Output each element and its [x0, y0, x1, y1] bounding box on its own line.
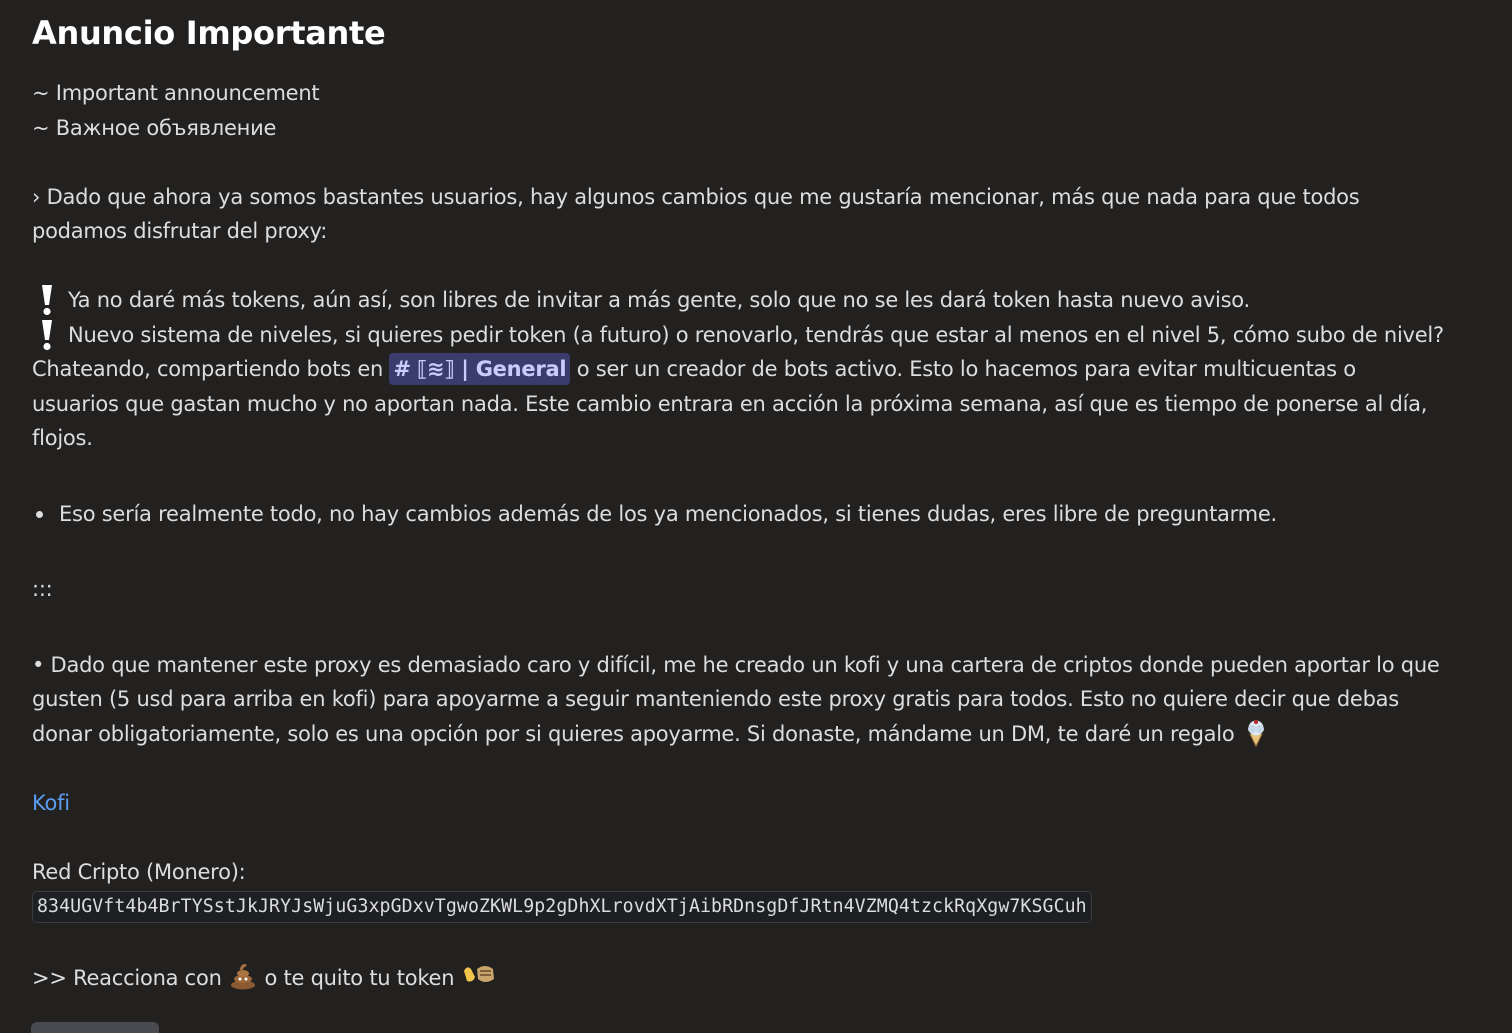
bullet-icon [36, 511, 43, 518]
point-2-after-mention: o ser un creador de bots activo. Esto lo hacemos para evitar multicuentas o [570, 357, 1356, 381]
point-2-line-4: flojos. [32, 426, 93, 450]
point-2-line-3: usuarios que gastan mucho y no aportan nada. Este cambio entrara en acción la próxima semana, así que es tiempo de ponerse al día, [32, 391, 1428, 416]
channel-mention-label: ⟦≋⟧ | General [416, 357, 567, 381]
announcement-message [32, 10, 1482, 996]
donate-line-3-text: donar obligatoriamente, solo es una opción por si quieres apoyarme. Si donaste, mándame un DM, te daré un regalo [32, 721, 1235, 746]
donate-line-1: • Dado que mantener este proxy es demasiado caro y difícil, me he creado un kofi y una cartera de criptos donde pueden aportar lo que [32, 652, 1440, 677]
kofi-link-row [32, 786, 1482, 821]
donate-line-2: gusten (5 usd para arriba en kofi) para apoyarme a seguir manteniendo este proxy gratis para todos. Esto no quiere decir que debas [32, 687, 1399, 711]
subtitle-english: ~ Important announcement [32, 81, 320, 105]
channel-mention-general[interactable] [389, 353, 570, 385]
crypto-label: Red Cripto (Monero): [32, 859, 246, 884]
list-item [32, 497, 1482, 532]
separator: ::: [32, 577, 53, 601]
react-before-text: >> Reacciona con [32, 966, 229, 990]
point-1 [32, 283, 1482, 318]
subtitle-russian: ~ Важное объявление [32, 115, 277, 140]
exclamation-icon [32, 318, 68, 352]
bullet-text: Eso sería realmente todo, no hay cambios además de los ya mencionados, si tienes dudas, eres libre de preguntarme. [59, 501, 1277, 526]
poop-emoji-icon [228, 961, 258, 991]
intro-line-1: › Dado que ahora ya somos bastantes usuarios, hay algunos cambios que me gustaría mencionar, más que nada para que todos [32, 184, 1360, 209]
hands-emoji-icon [461, 961, 497, 991]
point-2-text: Nuevo sistema de niveles, si quieres pedir token (a futuro) o renovarlo, tendrás que estar al menos en el nivel 5, cómo subo de nivel? [68, 322, 1444, 347]
point-2-before-mention: Chateando, compartiendo bots en [32, 357, 390, 381]
react-line [32, 961, 1482, 996]
crypto-address[interactable]: 834UGVft4b4BrTYSstJkJRYJsWjuG3xpGDxvTgwoZKWL9p2gDhXLrovdXTjAibRDnsgDfJRtn4VZMQ4tzckRqXgw7KSGCuh [32, 891, 1092, 923]
point-1-text: Ya no daré más tokens, aún así, son libres de invitar a más gente, solo que no se les dará token hasta nuevo aviso. [68, 288, 1250, 312]
kofi-link[interactable]: Kofi [32, 790, 70, 815]
exclamation-icon [32, 283, 68, 317]
react-after-text: o te quito tu token [258, 966, 455, 990]
donate-line-3 [32, 717, 1482, 752]
announcement-title: Anuncio Importante [32, 14, 386, 52]
intro-line-2: podamos disfrutar del proxy: [32, 219, 328, 243]
ice-cream-emoji-icon [1241, 717, 1271, 747]
point-2-line-2 [32, 352, 1482, 387]
point-2-line-1 [32, 318, 1482, 353]
reaction-bar-button[interactable] [31, 1022, 159, 1033]
crypto-address-row [32, 889, 1482, 923]
channel-hash-icon: # [393, 357, 411, 381]
